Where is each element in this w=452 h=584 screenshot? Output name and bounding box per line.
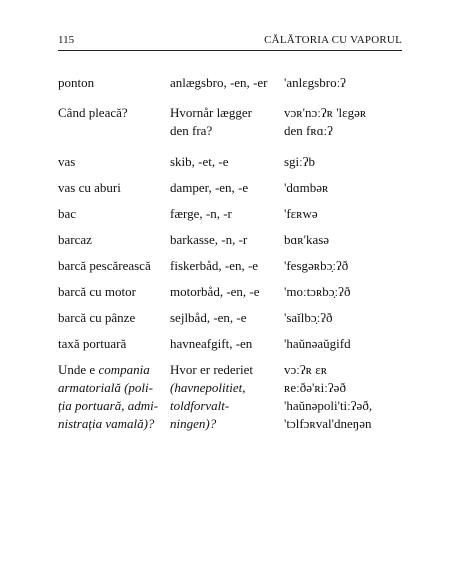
danish-term: havneafgift, -en [170,336,253,351]
pronunciation: 'moːtɔʀbɔ̣ːʔð [284,284,351,299]
danish-term: færge, -n, -r [170,206,232,221]
pronunciation: vɔʀ'nɔːʔʀ 'lɛgəʀ den fʀɑːʔ [284,105,367,138]
table-row [58,283,408,301]
pronunciation: 'fesgəʀbɔ̣ːʔð [284,258,349,273]
table-row [58,74,408,92]
table-row [58,205,408,223]
romanian-term: Când pleacă? [58,105,128,120]
danish-term: fiskerbåd, -en, -e [170,258,259,273]
danish-term: skib, -et, -e [170,154,229,169]
danish-term: damper, -en, -e [170,180,249,195]
pronunciation: 'fɛʀwə [284,206,318,221]
pronunciation: bɑʀ'kasə [284,232,330,247]
romanian-text: Unde e compania [58,362,150,377]
pronunciation: 'dɑmbəʀ [284,180,329,195]
table-row [58,309,408,327]
table-row [58,335,408,353]
pronunciation: sgiːʔb [284,154,316,169]
romanian-term: vas cu aburi [58,180,121,195]
page-header [58,34,402,51]
table-row [58,257,408,275]
running-title: CĂLĂTORIA CU VAPORUL [264,34,402,46]
danish-term: anlægsbro, -en, -er [170,75,268,90]
romanian-term: barcaz [58,232,92,247]
danish-term: motorbåd, -en, -e [170,284,260,299]
romanian-term: barcă pescărească [58,258,151,273]
romanian-term: ponton [58,75,95,90]
romanian-term: barcă cu pânze [58,310,136,325]
danish-term: sejlbåd, -en, -e [170,310,247,325]
pronunciation: 'saǐlbɔ̣ːʔð [284,310,333,325]
phrase-table [58,74,408,433]
table-row [58,231,408,249]
romanian-term: barcă cu motor [58,284,136,299]
romanian-term: taxă portuară [58,336,127,351]
table-row [58,361,408,433]
table-row [58,153,408,171]
romanian-term: vas [58,154,76,169]
danish-term: barkasse, -n, -r [170,232,248,247]
pronunciation: vɔːʔʀ ɛʀ ʀeːðə'ʀiːʔəð 'haŭnəpoli'tiːʔəð, 'tɔlfɔʀval'dneŋən [284,362,373,431]
romanian-term: Unde e compania armatorială (poli- ția portuară, admi- nistrația vamală)? [58,362,159,431]
table-row [58,179,408,197]
pronunciation: 'haŭnəaŭgifd [284,336,351,351]
romanian-term: bac [58,206,77,221]
table-row [58,104,408,140]
danish-term: Hvor er rederiet (havnepolitiet, toldforvalt- ningen)? [170,362,254,431]
page-number: 115 [58,34,75,46]
danish-term: Hvornår lægger den fra? [170,105,252,138]
pronunciation: 'anlɛgsbroːʔ [284,75,346,90]
